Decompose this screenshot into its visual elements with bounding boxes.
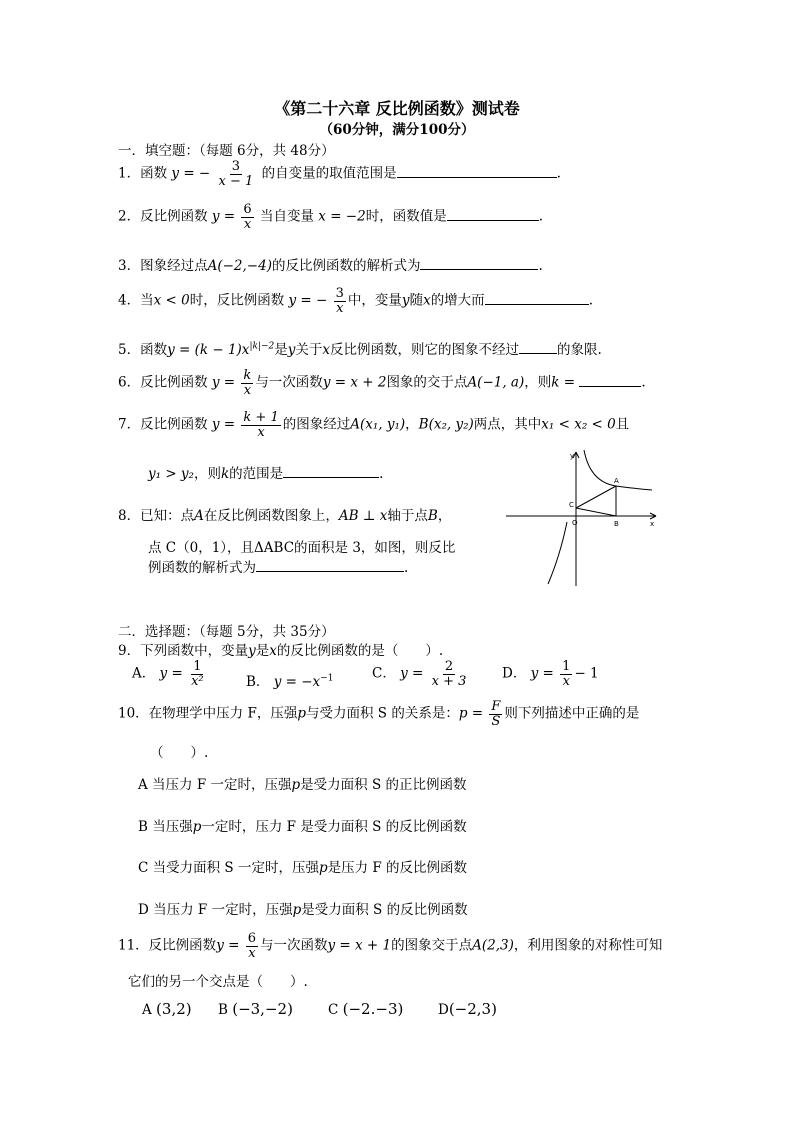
q11-b-val: (−3,−2)	[232, 1000, 293, 1018]
q11-a-val: (3,2)	[156, 1000, 192, 1018]
q8-l3: 例函数的解析式为	[148, 560, 256, 576]
page-title: 《第二十六章 反比例函数》测试卷	[274, 99, 520, 118]
q6-fraction	[241, 369, 253, 397]
q5-expr: y = (k − 1)x	[167, 342, 250, 358]
q7-l2d: 的范围是	[229, 466, 284, 482]
q9-a-fraction	[189, 660, 206, 688]
question-1: 1．函数 y = − $\frac{3}{x - 1}$ 的自变量的取值范围是 .	[118, 159, 561, 189]
q3-pre: 3．图象经过点	[118, 258, 208, 274]
q1-pre: 1．函数	[118, 165, 168, 182]
fig-label-c: C	[569, 501, 574, 509]
q1-y: y	[171, 165, 180, 182]
q10-post: 则下列描述中正确的是	[504, 705, 640, 722]
q7-post: 且	[615, 416, 630, 433]
q3-answer-blank[interactable]	[420, 257, 538, 270]
q10-fraction	[489, 700, 502, 728]
q3-point: A(−2,−4)	[207, 258, 272, 274]
question-8-line3: 例函数的解析式为 .	[148, 560, 409, 576]
q10-option-c[interactable]	[138, 856, 467, 876]
q9-option-a[interactable]	[132, 660, 208, 688]
q7-sep: ，	[405, 416, 419, 433]
q9-d-label: D．	[502, 665, 527, 682]
question-7-line2: y₁ > y₂，则k的范围是 .	[148, 466, 384, 482]
question-4: 4．当x < 0时，反比例函数 y = − $\frac{3}{x}$ 中，变量y随x的增大而 .	[118, 286, 593, 316]
q10-b-p: p	[192, 819, 202, 835]
segment-cb	[576, 508, 616, 516]
q10-a-text1: A 当压力 F 一定时，压强	[138, 777, 292, 793]
q4-pre: 4．当	[118, 292, 154, 309]
q2-den: x	[243, 216, 252, 232]
q9-b-expr: y = −x	[273, 674, 321, 690]
question-6: 6．反比例函数 y = $\frac{k}{x}$ 与一次函数y = x + 2图象的交于点A(−1, a)，则k = .	[118, 368, 646, 398]
q7-cond: x₁ < x₂ < 0	[541, 416, 616, 433]
q8-b: B	[427, 508, 438, 524]
q8-figure	[504, 446, 660, 588]
fig-label-y: y	[570, 452, 575, 460]
q1-post: 的自变量的取值范围是	[261, 165, 397, 182]
question-7	[118, 411, 629, 439]
q2-lhs: y =	[211, 208, 236, 225]
q1-fraction	[217, 160, 256, 188]
q4-mid2: 中，变量	[347, 292, 402, 309]
q5-exp: |k|−2	[249, 341, 275, 352]
q10-option-a[interactable]	[138, 773, 467, 793]
q6-line: y = x + 2	[322, 374, 387, 391]
q10-option-b[interactable]	[138, 815, 467, 835]
question-10	[118, 700, 639, 728]
q9-d-tail: − 1	[574, 665, 599, 682]
question-2: 2．反比例函数 y = $\frac{6}{x}$ 当自变量 x = −2时，函数值是 .	[118, 202, 544, 232]
section1-heading: 一．填空题：（每题 6分，共 48分）	[118, 143, 335, 159]
q9-a-den: x²	[191, 673, 204, 689]
q11-option-b[interactable]	[218, 1000, 293, 1018]
q4-answer-blank[interactable]	[485, 292, 589, 305]
q5-answer-blank[interactable]	[519, 341, 557, 354]
q10-c-text1: C 当受力面积 S 一定时，压强	[138, 860, 319, 876]
q11-pre: 11．反比例函数	[118, 937, 217, 954]
q11-option-d[interactable]	[438, 1000, 497, 1018]
q7-pre: 7．反比例函数	[118, 416, 208, 433]
q7-pb: B(x₂, y₂)	[418, 416, 474, 433]
q10-a-p: p	[291, 777, 301, 793]
fig-label-b: B	[614, 520, 619, 528]
q9-c-den: x + 3	[431, 673, 467, 689]
q9-d-fraction	[560, 660, 572, 688]
q5-post: 反比例函数，则它的图象不经过	[330, 342, 519, 358]
q9-post: 的反比例函数的是（ ）.	[276, 643, 444, 659]
q11-d-val: (−2,3)	[448, 1000, 497, 1018]
q9-d-num: 1	[562, 659, 571, 674]
q10-num: F	[491, 699, 501, 714]
q10-paren: （ ）.	[150, 745, 209, 761]
question-11-line2: 它们的另一个交点是（ ）.	[128, 974, 308, 990]
q6-pre: 6．反比例函数	[118, 374, 208, 391]
segment-ca	[576, 486, 616, 508]
q10-b-text1: B 当压强	[138, 819, 193, 835]
q7-den: x	[257, 424, 265, 440]
q7-fraction	[241, 411, 280, 439]
q11-mid2: 的图象交于点	[391, 937, 473, 954]
q11-point: A(2,3)	[472, 937, 514, 954]
q7-pa: A(x₁, y₁)	[350, 416, 406, 433]
q5-mid: 是	[274, 342, 288, 358]
q10-d-p: p	[292, 902, 302, 918]
q2-mid: 当自变量	[260, 208, 314, 225]
q7-num: k + 1	[243, 410, 279, 425]
q7-mid2: 两点，其中	[473, 416, 542, 433]
q1-eq: = −	[179, 165, 215, 182]
q10-option-d[interactable]	[138, 898, 468, 918]
q2-answer-blank[interactable]	[447, 208, 539, 221]
q2-num: 6	[243, 202, 252, 217]
q10-b-text2: 一定时，压力 F 是受力面积 S 的反比例函数	[201, 819, 467, 835]
q10-c-text2: 是压力 F 的反比例函数	[327, 860, 468, 876]
q5-post2: 的象限.	[557, 342, 602, 358]
q10-p: p	[297, 705, 306, 722]
q7-l2c: k	[220, 466, 230, 482]
q4-den: x	[336, 300, 344, 316]
q10-lhs: p =	[458, 705, 484, 722]
q11-a-label: A	[142, 1002, 152, 1018]
q10-mid: 与受力面积 S 的关系是：	[306, 705, 459, 722]
q10-stem: 10．在物理学中压力 F，压强	[118, 705, 298, 722]
q6-answer-blank[interactable]	[579, 374, 641, 387]
q2-post: 时，函数值是	[365, 208, 447, 225]
q8-l1c: 轴于点	[387, 508, 428, 524]
q10-c-p: p	[318, 860, 328, 876]
q11-option-c[interactable]	[328, 1000, 403, 1018]
q10-a-text2: 是受力面积 S 的正比例函数	[300, 777, 467, 793]
q11-post: ，利用图象的对称性可知	[513, 937, 663, 954]
q6-mid2: 图象的交于点	[386, 374, 468, 391]
q8-ab: AB ⊥ x	[338, 508, 388, 524]
hyperbola-branch-3	[548, 522, 567, 584]
q11-num: 6	[247, 931, 256, 946]
q9-v2: x	[269, 643, 277, 659]
q11-d-label: D	[438, 1002, 449, 1018]
q6-num: k	[243, 368, 252, 383]
fig-label-o: O	[572, 519, 578, 527]
q10-den: S	[491, 713, 501, 729]
q4-mid1: 时，反比例函数	[189, 292, 285, 309]
q7-l2b: ，则	[193, 466, 221, 482]
q9-option-b[interactable]	[246, 670, 333, 690]
q11-lhs: y =	[216, 937, 240, 954]
question-9	[118, 639, 443, 659]
q6-post: ，则	[524, 374, 552, 391]
q9-v1: y	[248, 643, 256, 659]
q8-a: A	[194, 508, 204, 524]
q11-option-a[interactable]	[142, 1000, 192, 1018]
q4-fraction	[334, 287, 346, 315]
q7-answer-blank[interactable]	[283, 465, 379, 478]
q9-c-label: C．	[372, 665, 396, 682]
q8-l1b: 在反比例函数图象上，	[203, 508, 339, 524]
q9-c-num: 2	[444, 659, 454, 674]
q8-l1: 8．已知：点	[118, 508, 195, 524]
q11-c-val: (−2.−3)	[342, 1000, 404, 1018]
q2-pre: 2．反比例函数	[118, 208, 208, 225]
q1-num: 3	[231, 159, 241, 174]
q2-cond: x = −2	[318, 208, 366, 225]
q11-line: y = x + 1	[327, 937, 392, 954]
q9-c-fraction	[430, 660, 469, 688]
q7-lhs: y =	[211, 416, 236, 433]
q11-den: x	[248, 945, 256, 961]
q5-v1: y	[287, 342, 296, 358]
q4-lhs: y = −	[288, 292, 328, 309]
q11-fraction	[246, 932, 258, 960]
q7-l2a: y₁ > y₂	[148, 466, 194, 482]
question-8	[118, 504, 451, 524]
q9-a-label: A．	[132, 665, 156, 682]
q9-b-exp: −1	[320, 673, 334, 684]
q4-mid3: 随	[409, 292, 424, 309]
question-5	[118, 338, 602, 358]
q5-pre: 5．函数	[118, 342, 168, 358]
q4-v2: x	[423, 292, 431, 309]
question-11	[118, 932, 662, 960]
q11-b-label: B	[218, 1002, 228, 1018]
q9-c-lhs: y =	[400, 665, 424, 682]
q6-k: k =	[551, 374, 576, 391]
fig-label-x: x	[650, 520, 655, 528]
q4-num: 3	[335, 286, 344, 301]
q9-a-lhs: y =	[159, 665, 183, 682]
q7-mid: 的图象经过	[282, 416, 351, 433]
q9-mid: 是	[255, 643, 270, 659]
q11-c-label: C	[328, 1002, 339, 1018]
q4-post: 的增大而	[430, 292, 485, 309]
q1-den: x − 1	[218, 173, 254, 189]
q2-fraction	[241, 203, 253, 231]
q9-d-lhs: y =	[530, 665, 554, 682]
q8-l1d: ，	[437, 508, 452, 524]
q9-b-label: B．	[246, 674, 270, 690]
page-subtitle: （60分钟，满分100分）	[319, 122, 475, 138]
q11-mid: 与一次函数	[260, 937, 328, 954]
q9-option-c[interactable]	[372, 660, 470, 688]
q6-lhs: y =	[211, 374, 236, 391]
q9-stem: 9．下列函数中，变量	[118, 643, 249, 659]
q9-a-num: 1	[193, 659, 202, 674]
q5-v2: x	[322, 342, 330, 358]
q10-d-text1: D 当压力 F 一定时，压强	[138, 902, 293, 918]
q1-answer-blank[interactable]	[397, 165, 557, 178]
q4-cond: x < 0	[153, 292, 190, 309]
q8-answer-blank[interactable]	[256, 559, 404, 572]
q9-d-den: x	[562, 673, 570, 689]
q9-option-d[interactable]	[502, 660, 599, 688]
question-3: 3．图象经过点A(−2,−4)的反比例函数的解析式为 .	[118, 258, 543, 274]
question-8-line2: 点 C（0，1），且ΔABC的面积是 3，如图，则反比	[148, 540, 456, 556]
q6-mid: 与一次函数	[255, 374, 323, 391]
section2-heading: 二．选择题：（每题 5分，共 35分）	[118, 624, 335, 640]
q5-mid2: 关于	[295, 342, 323, 358]
q6-point: A(−1, a)	[467, 374, 525, 391]
q3-post: 的反比例函数的解析式为	[271, 258, 421, 274]
fig-label-a: A	[614, 477, 619, 485]
q4-v1: y	[401, 292, 410, 309]
q10-d-text2: 是受力面积 S 的反比例函数	[301, 902, 468, 918]
q6-den: x	[243, 382, 252, 398]
